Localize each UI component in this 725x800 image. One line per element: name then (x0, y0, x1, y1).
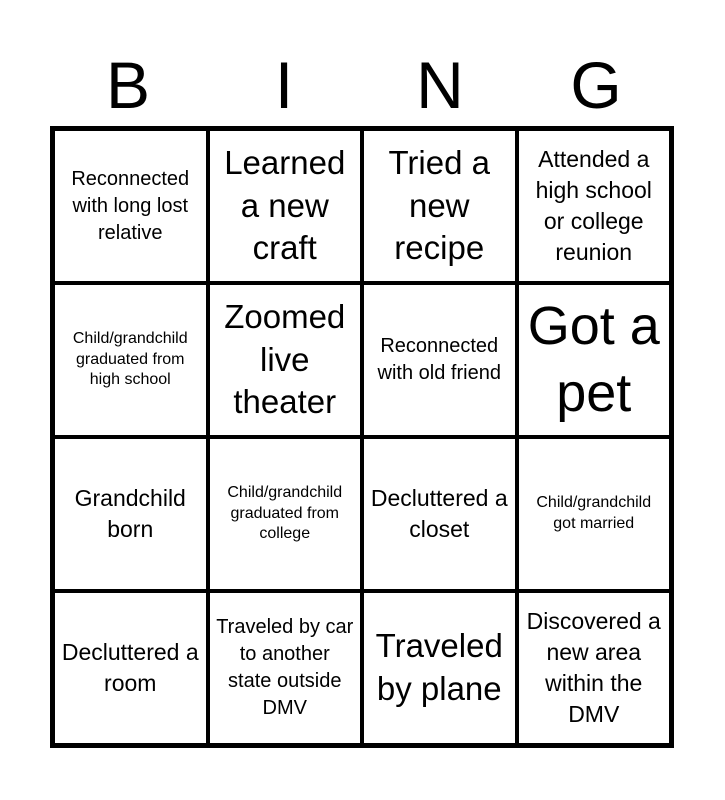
bingo-cell-label: Grandchild born (74, 484, 186, 542)
bingo-board (50, 126, 674, 748)
bingo-cell-label: Tried a new recipe (388, 143, 490, 267)
bingo-cell-r4c1[interactable] (53, 591, 208, 745)
bingo-cell-label: Reconnected with old friend (377, 335, 501, 384)
bingo-header (50, 40, 674, 130)
bingo-cell-r1c2[interactable] (208, 129, 363, 283)
bingo-cell-r4c3[interactable] (362, 591, 517, 745)
bingo-cell-label: Discovered a new area within the DMV (526, 607, 661, 728)
header-letter-i: I (274, 48, 294, 122)
bingo-cell-r2c1[interactable] (53, 283, 208, 437)
bingo-cell-r3c1[interactable] (53, 437, 208, 591)
bingo-cell-r2c4[interactable] (517, 283, 672, 437)
header-letter-g: G (570, 48, 622, 122)
bingo-cell-r2c3[interactable] (362, 283, 517, 437)
bingo-cell-label: Zoomed live theater (224, 297, 346, 421)
header-letter-n: N (416, 48, 464, 122)
bingo-cell-r1c1[interactable] (53, 129, 208, 283)
bingo-cell-r3c4[interactable] (517, 437, 672, 591)
bingo-cell-label: Child/grandchild graduated from high school (72, 329, 188, 389)
bingo-cell-label: Child/grandchild got married (536, 494, 652, 532)
bingo-cell-label: Decluttered a room (61, 638, 199, 696)
bingo-cell-r4c4[interactable] (517, 591, 672, 745)
bingo-cell-label: Traveled by plane (375, 627, 503, 707)
bingo-cell-r3c3[interactable] (362, 437, 517, 591)
bingo-cell-r1c4[interactable] (517, 129, 672, 283)
bingo-cell-r4c2[interactable] (208, 591, 363, 745)
bingo-cell-r2c2[interactable] (208, 283, 363, 437)
bingo-cell-label: Attended a high school or college reunion (535, 145, 652, 266)
bingo-cell-label: Child/grandchild graduated from college (227, 483, 343, 543)
bingo-cell-label: Traveled by car to another state outside DMV (216, 616, 354, 719)
header-letter-b: B (105, 48, 151, 122)
bingo-cell-r3c2[interactable] (208, 437, 363, 591)
bingo-cell-label: Reconnected with long lost relative (71, 167, 190, 244)
bingo-cell-r1c3[interactable] (362, 129, 517, 283)
bingo-cell-label: Got a pet (527, 295, 660, 423)
bingo-cell-label: Learned a new craft (224, 143, 346, 267)
bingo-cell-label: Decluttered a closet (370, 484, 508, 542)
